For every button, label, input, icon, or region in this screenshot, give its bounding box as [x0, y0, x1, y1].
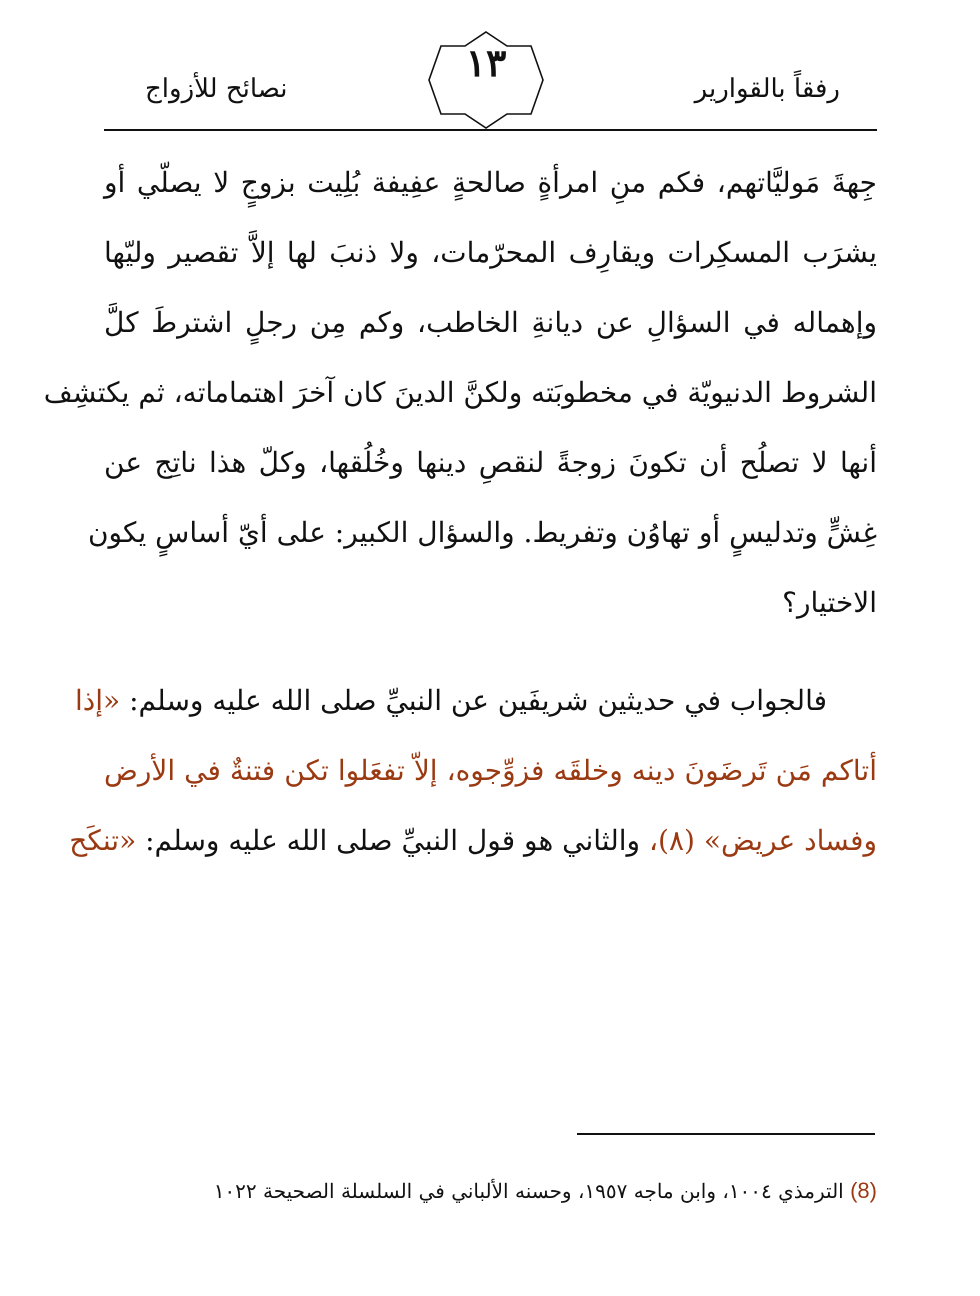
plain-text: فالجواب في حديثين شريفَين عن النبيِّ صلى الله عليه وسلم: [120, 684, 827, 717]
text-line [75, 666, 877, 736]
hadith-quote: «إذا [75, 684, 121, 717]
header-chapter-title: نصائح للأزواج [145, 74, 288, 104]
hadith-quote-line: أتاكم مَن تَرضَونَ دينه وخلقَه فزوِّجوه، إلاّ تفعَلوا تكن فتنةٌ في الأرض [104, 754, 877, 787]
footnote-text: الترمذي ١٠٠٤، وابن ماجه ١٩٥٧، وحسنه الألباني في السلسلة الصحيحة ١٠٢٢ [213, 1179, 851, 1203]
hadith-quote: «تنكَح [69, 824, 137, 857]
text-line: الشروط الدنيويّة في مخطوبَته ولكنَّ الدينَ كان آخرَ اهتماماته، ثم يكتشِف [43, 376, 877, 409]
main-text [43, 148, 877, 876]
hadith-quote: وفساد عريض» [703, 824, 877, 857]
footnote [104, 1178, 877, 1204]
footnote-reference[interactable]: (٨)، [640, 824, 704, 857]
paragraph-gap [104, 638, 877, 666]
footnote-divider [577, 1133, 875, 1135]
text-line: وإهماله في السؤالِ عن ديانةِ الخاطب، وكم مِن رجلٍ اشترطَ كلَّ [104, 306, 877, 339]
text-line: الاختيار؟ [782, 586, 877, 619]
text-line: أنها لا تصلُح أن تكونَ زوجةً لنقصِ دينها وخُلُقها، وكلّ هذا ناتِج عن [104, 446, 877, 479]
header-book-title: رفقاً بالقوارير [694, 74, 840, 104]
header-divider [104, 129, 877, 131]
text-line: جِهةَ مَوليَّاتهم، فكم منِ امرأةٍ صالحةٍ عفِيفة بُلِيت بزوجٍ لا يصلّي أو [104, 166, 877, 199]
page-number: ١٣ [465, 40, 507, 85]
text-line: غِشٍّ وتدليسٍ أو تهاوُن وتفريط. والسؤال الكبير: على أيّ أساسٍ يكون [87, 516, 877, 549]
text-line [69, 806, 877, 876]
text-line: يشرَب المسكِرات ويقارِف المحرّمات، ولا ذنبَ لها إلاَّ تقصير وليّها [104, 236, 877, 269]
footnote-marker: (8) [850, 1178, 877, 1203]
plain-text: والثاني هو قول النبيِّ صلى الله عليه وسلم: [136, 824, 641, 857]
